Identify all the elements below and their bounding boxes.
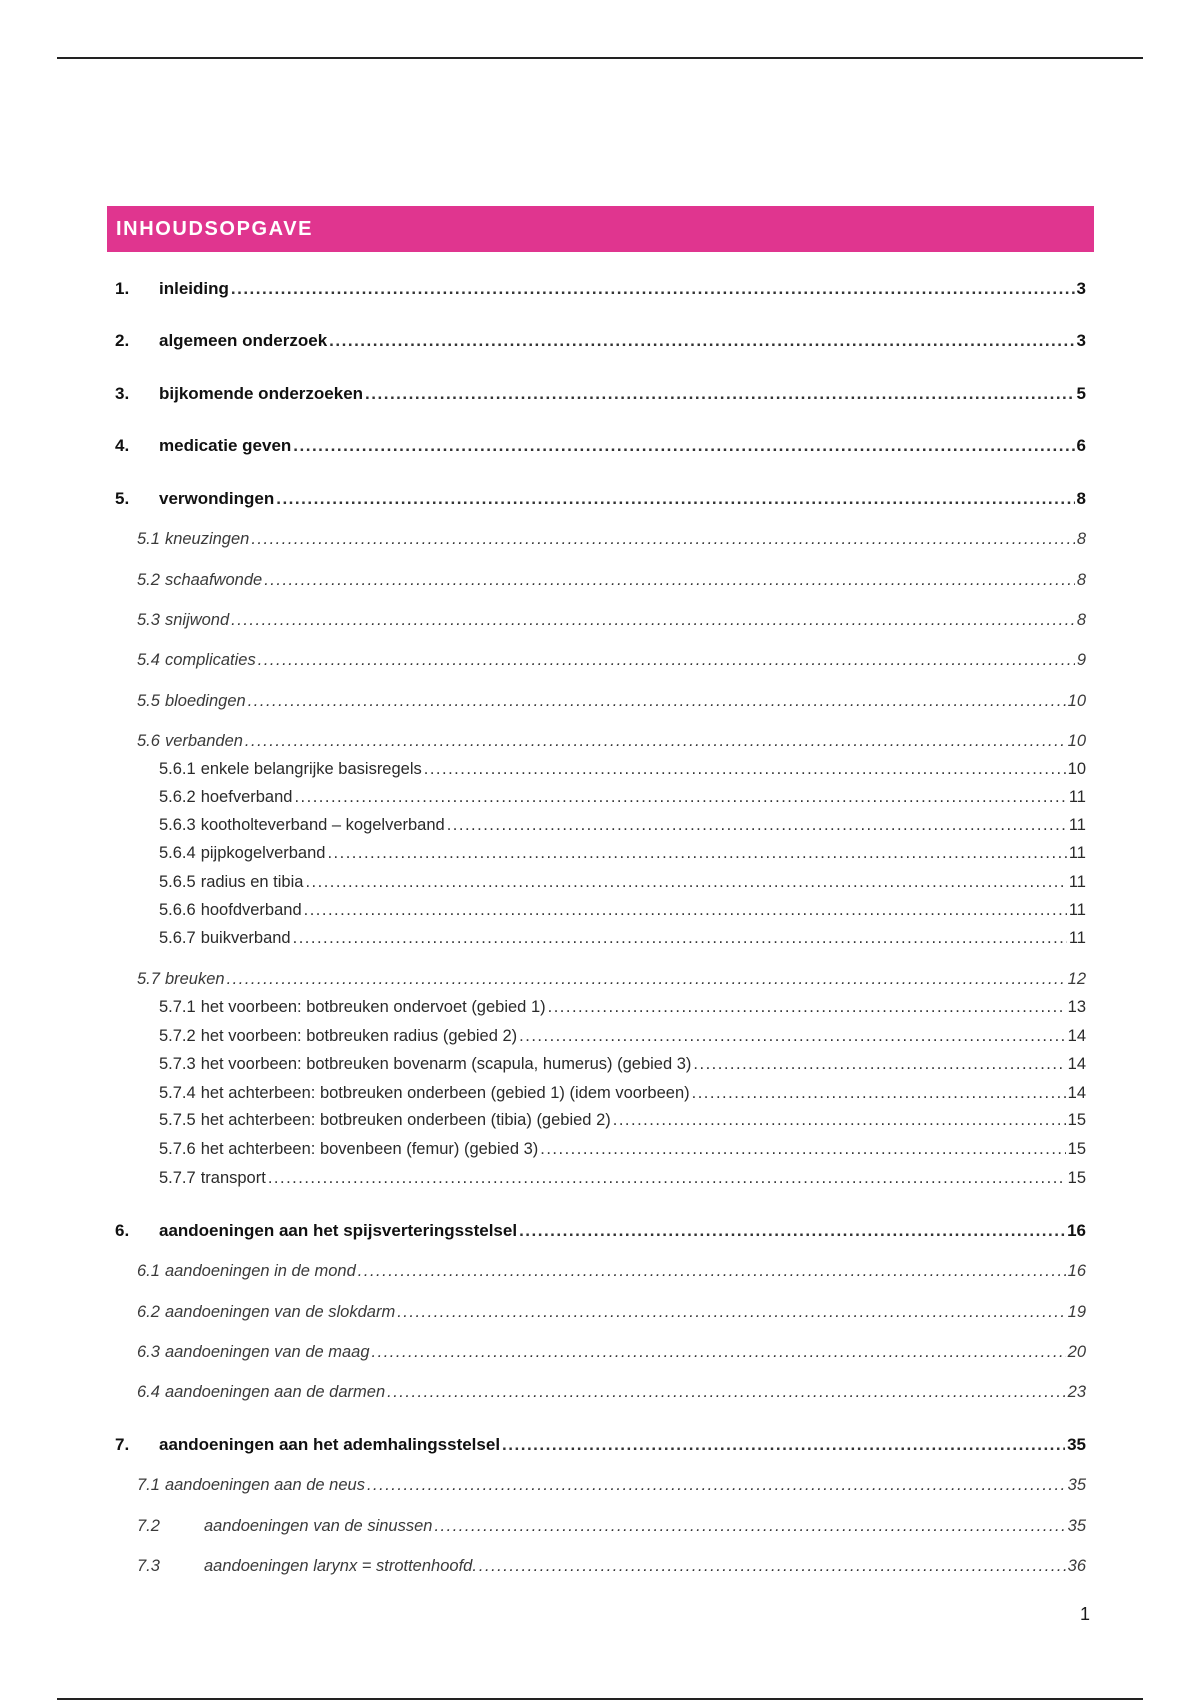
toc-entry-6-2[interactable]: 6.2 aandoeningen van de slokdarm ..... 19 [0,1299,1200,1325]
toc-entry-title: aandoeningen van de maag [164,1343,370,1361]
toc-entry-title: aandoeningen van de sinussen [204,1517,433,1535]
toc-entry-page: 15 [1067,1140,1086,1158]
toc-entry-page: 9 [1076,651,1086,669]
toc-entry-page: 12 [1067,970,1086,988]
toc-entry-page: 10 [1067,732,1086,750]
toc-entry-5-3[interactable]: 5.3 snijwond ..... 8 [0,607,1200,633]
toc-entry-4[interactable]: 4. medicatie geven ..... 6 [0,433,1200,459]
toc-entry-title: aandoeningen aan het spijsverteringsstelsel [159,1221,518,1240]
toc-entry-page: 35 [1067,1517,1086,1535]
toc-entry-title: aandoeningen van de slokdarm [164,1303,396,1321]
toc-entry-5-5[interactable]: 5.5 bloedingen ..... 10 [0,688,1200,714]
toc-entry-title: medicatie geven [159,436,292,455]
toc-entry-page: 15 [1067,1111,1086,1129]
toc-entry-title: bijkomende onderzoeken [159,384,364,403]
toc-entry-page: 3 [1076,279,1086,298]
toc-entry-5-6-6[interactable]: 5.6.6 hoofdverband ..... 11 [0,897,1200,923]
toc-entry-5-6-1[interactable]: 5.6.1 enkele belangrijke basisregels ..... 10 [0,756,1200,782]
toc-entry-5-6-4[interactable]: 5.6.4 pijpkogelverband ..... 11 [0,840,1200,866]
toc-entry-title: het voorbeen: botbreuken ondervoet (gebied 1) [200,998,546,1016]
toc-entry-5[interactable]: 5. verwondingen ..... 8 [0,486,1200,512]
toc-entry-5-6-5[interactable]: 5.6.5 radius en tibia ..... 11 [0,869,1200,895]
toc-entry-5-7-7[interactable]: 5.7.7 transport ..... 15 [0,1165,1200,1191]
toc-entry-title: kootholteverband – kogelverband [200,816,445,834]
toc-entry-page: 20 [1067,1343,1086,1361]
toc-entry-3[interactable]: 3. bijkomende onderzoeken ..... 5 [0,381,1200,407]
toc-entry-page: 36 [1067,1557,1086,1575]
toc-entry-page: 19 [1067,1303,1086,1321]
toc-entry-title: kneuzingen [164,530,250,548]
toc-entry-title: het voorbeen: botbreuken bovenarm (scapula, humerus) (gebied 3) [200,1055,692,1073]
page-number: 1 [1079,1604,1090,1624]
toc-entry-page: 8 [1076,530,1086,548]
toc-entry-page: 6 [1076,436,1086,455]
toc-entry-7-1[interactable]: 7.1 aandoeningen aan de neus ..... 35 [0,1472,1200,1498]
toc-entry-page: 10 [1067,760,1086,778]
toc-entry-title: hoefverband [200,788,293,806]
toc-entry-title: algemeen onderzoek [159,331,328,350]
toc-entry-page: 35 [1067,1476,1086,1494]
toc-entry-title: aandoeningen aan de darmen [164,1383,386,1401]
toc-entry-5-6-7[interactable]: 5.6.7 buikverband ..... 11 [0,925,1200,951]
toc-entry-5-7[interactable]: 5.7 breuken ..... 12 [0,966,1200,992]
toc-entry-title: het achterbeen: botbreuken onderbeen (gebied 1) (idem voorbeen) [200,1084,690,1102]
toc-entry-title: complicaties [164,651,256,669]
toc-entry-5-7-2[interactable]: 5.7.2 het voorbeen: botbreuken radius (gebied 2) ..... 14 [0,1023,1200,1049]
toc-entry-page: 35 [1067,1435,1086,1454]
toc-entry-page: 16 [1067,1221,1086,1240]
toc-entry-page: 16 [1067,1262,1086,1280]
toc-entry-title: het voorbeen: botbreuken radius (gebied 2) [200,1027,518,1045]
toc-entry-page: 11 [1068,901,1086,919]
toc-entry-page: 14 [1067,1055,1086,1073]
toc-entry-5-1[interactable]: 5.1 kneuzingen ..... 8 [0,526,1200,552]
toc-entry-page: 11 [1068,844,1086,862]
toc-entry-title: hoofdverband [200,901,302,919]
toc-entry-title: schaafwonde [164,571,263,589]
toc-entry-page: 13 [1067,998,1086,1016]
toc-entry-title: radius en tibia [200,873,304,891]
toc-entry-page: 8 [1076,571,1086,589]
toc-entry-page: 23 [1067,1383,1086,1401]
toc-entry-title: aandoeningen aan het ademhalingsstelsel [159,1435,501,1454]
toc-entry-page: 11 [1068,929,1086,947]
toc-entry-title: snijwond [164,611,230,629]
toc-entry-5-7-4[interactable]: 5.7.4 het achterbeen: botbreuken onderbeen (gebied 1) (idem voorbeen) ..... 14 [0,1080,1200,1106]
toc-entry-5-2[interactable]: 5.2 schaafwonde ..... 8 [0,567,1200,593]
toc-entry-5-7-6[interactable]: 5.7.6 het achterbeen: bovenbeen (femur) (gebied 3) ..... 15 [0,1136,1200,1162]
toc-entry-6-4[interactable]: 6.4 aandoeningen aan de darmen ..... 23 [0,1379,1200,1405]
toc-entry-5-4[interactable]: 5.4 complicaties ..... 9 [0,647,1200,673]
toc-heading: INHOUDSOPGAVE [116,217,314,240]
toc-entry-1[interactable]: 1. inleiding ..... 3 [0,276,1200,302]
toc-entry-title: bloedingen [164,692,246,710]
toc-entry-page: 11 [1068,816,1086,834]
toc-entry-page: 11 [1068,873,1086,891]
toc-entry-2[interactable]: 2. algemeen onderzoek ..... 3 [0,328,1200,354]
toc-entry-page: 14 [1067,1027,1086,1045]
toc-entry-title: verbanden [164,732,243,750]
toc-entry-page: 3 [1076,331,1086,350]
toc-entry-5-7-3[interactable]: 5.7.3 het voorbeen: botbreuken bovenarm (scapula, humerus) (gebied 3) ..... 14 [0,1051,1200,1077]
toc-entry-title: verwondingen [159,489,275,508]
toc-entry-5-6-2[interactable]: 5.6.2 hoefverband ..... 11 [0,784,1200,810]
toc-entry-title: buikverband [200,929,291,947]
toc-entry-6-3[interactable]: 6.3 aandoeningen van de maag ..... 20 [0,1339,1200,1365]
toc-entry-7-2[interactable]: 7.2 aandoeningen van de sinussen ..... 35 [0,1513,1200,1539]
toc-entry-5-7-5[interactable]: 5.7.5 het achterbeen: botbreuken onderbeen (tibia) (gebied 2) ..... 15 [0,1107,1200,1133]
toc-entry-6[interactable]: 6. aandoeningen aan het spijsverteringsstelsel ..... 16 [0,1218,1200,1244]
toc-entry-5-6[interactable]: 5.6 verbanden ..... 10 [0,728,1200,754]
toc-entry-page: 14 [1067,1084,1086,1102]
toc-entry-title: enkele belangrijke basisregels [200,760,422,778]
toc-entry-7[interactable]: 7. aandoeningen aan het ademhalingsstelsel ..... 35 [0,1432,1200,1458]
toc-entry-page: 15 [1067,1169,1086,1187]
toc-entry-title: het achterbeen: bovenbeen (femur) (gebied 3) [200,1140,539,1158]
toc-entry-title: breuken [164,970,225,988]
toc-entry-6-1[interactable]: 6.1 aandoeningen in de mond ..... 16 [0,1258,1200,1284]
toc-entry-title: inleiding [159,279,229,298]
toc-entry-page: 8 [1076,611,1086,629]
toc-entry-5-7-1[interactable]: 5.7.1 het voorbeen: botbreuken ondervoet (gebied 1) ..... 13 [0,994,1200,1020]
toc-entry-title: aandoeningen larynx = strottenhoofd. [204,1557,477,1575]
toc-entry-title: aandoeningen in de mond [164,1262,356,1280]
toc-entry-title: het achterbeen: botbreuken onderbeen (tibia) (gebied 2) [200,1111,611,1129]
toc-entry-page: 5 [1076,384,1086,403]
toc-entry-7-3[interactable]: 7.3 aandoeningen larynx = strottenhoofd. ..... 36 [0,1553,1200,1579]
toc-entry-page: 8 [1076,489,1086,508]
toc-entry-title: transport [200,1169,266,1187]
toc-entry-title: aandoeningen aan de neus [164,1476,365,1494]
toc-entry-page: 10 [1067,692,1086,710]
toc-entry-5-6-3[interactable]: 5.6.3 kootholteverband – kogelverband ..... 11 [0,812,1200,838]
toc-entry-page: 11 [1068,788,1086,806]
toc-entry-title: pijpkogelverband [200,844,326,862]
